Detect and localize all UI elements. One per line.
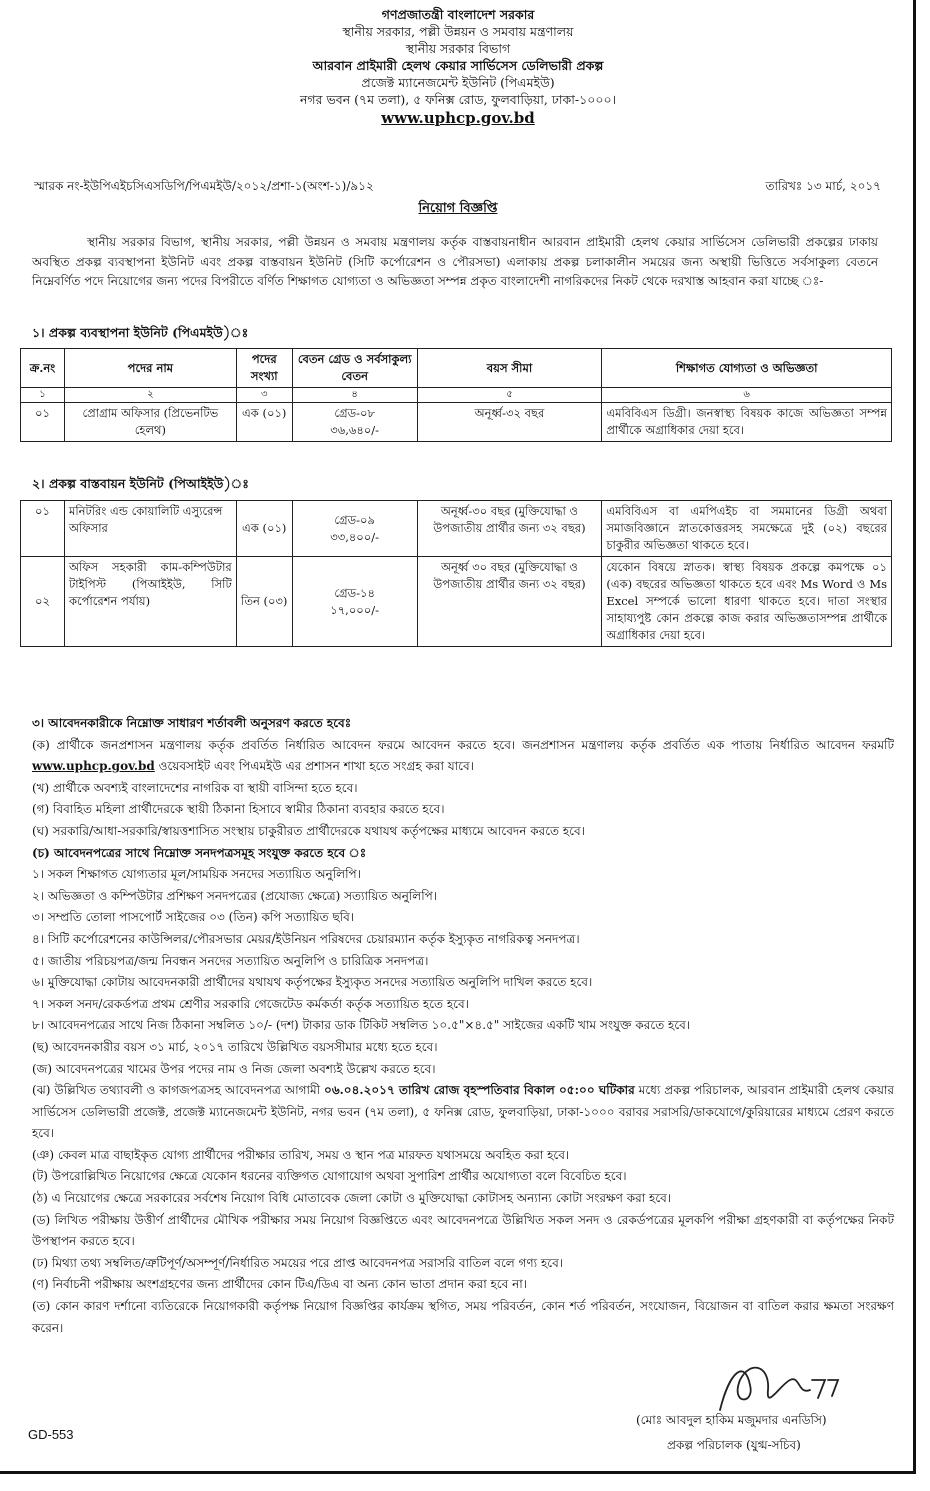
document-item: ৫। জাতীয় পরিচয়পত্র/জন্ম নিবন্ধন সনদের সত্যায়িত অনুলিপি ও চারিত্রিক সনদপত্র। bbox=[32, 953, 429, 968]
condition-nio: (ঞ) কেবল মাত্র বাছাইকৃত যোগ্য প্রার্থীদের পরীক্ষার তারিখ, সময় ও স্থান পত্র মারফত যথাসময়ে অবহিত করা হবে। bbox=[32, 1147, 570, 1162]
salary-cell bbox=[292, 403, 417, 442]
serial-cell: ০১ bbox=[21, 501, 65, 557]
age-cell: অনূর্ধ্ব-৩২ বছর bbox=[417, 403, 602, 442]
condition-kha: (খ) প্রার্থীকে অবশ্যই বাংলাদেশের নাগরিক বা স্থায়ী বাসিন্দা হতে হবে। bbox=[32, 780, 358, 795]
condition-ka-text: (ক) প্রার্থীকে জনপ্রশাসন মন্ত্রণালয় কর্তৃক প্রবর্তিত নির্ধারিত আবেদন ফরমে আবেদন করতে হবে। জনপ্রশাসন মন্ত্রণালয় কর্তৃক প্রবর্তিত এক পাতায় নির্ধারিত আবেদন ফরমটি bbox=[32, 737, 894, 752]
col-header-count: পদের সংখ্যা bbox=[236, 349, 292, 388]
document-item: ২। অভিজ্ঞতা ও কম্পিউটার প্রশিক্ষণ সনদপত্রের (প্রযোজ্য ক্ষেত্রে) সত্যায়িত অনুলিপি। bbox=[32, 888, 438, 903]
signatory-name: (মোঃ আবদুল হাকিম মজুমদার এনডিসি) bbox=[636, 1413, 827, 1427]
condition-jha-tail: মধ্যে প্রকল্প পরিচালক, আরবান প্রাইমারী হেলথ কেয়ার সার্ভিসেস ডেলিভারী প্রজেক্ট, প্রজেক্ট ম্যানেজমেন্ট ইউনিট, নগর ভবন (৭ম তলা), ৫ ফনিক্স রোড, ফুলবাড়িয়া, ঢাকা-১০০০ বরাবর সরাসরি/ডাকযোগে/কুরিয়ারের মাধ্যমে প্রেরণ করতে হবে। bbox=[32, 1083, 894, 1141]
condition-na: (ণ) নির্বাচনী পরীক্ষায় অংশগ্রহণের জন্য প্রার্থীদের কোন টিএ/ডিএ বা অন্য কোন ভাতা প্রদান করা হবে না। bbox=[32, 1277, 528, 1292]
deadline-text: ০৬.০৪.২০১৭ তারিখ রোজ বৃহস্পতিবার বিকাল ০৫:০০ ঘটিকার bbox=[324, 1083, 635, 1098]
condition-ga: (গ) বিবাহিত মহিলা প্রার্থীদেরকে স্থায়ী ঠিকানা হিসাবে স্বামীর ঠিকানা ব্যবহার করতে হবে। bbox=[32, 802, 445, 817]
unit-name: প্রজেক্ট ম্যানেজমেন্ট ইউনিট (পিএমইউ) bbox=[361, 75, 555, 90]
count-cell: এক (০১) bbox=[236, 501, 292, 557]
col-header-post: পদের নাম bbox=[64, 349, 236, 388]
qualification-cell: এমবিবিএস ডিগ্রী। জনস্বাস্থ্য বিষয়ক কাজে অভিজ্ঞতা সম্পন্ন প্রার্থীকে অগ্রাধিকার দেয়া হবে। bbox=[602, 403, 892, 442]
notice-title: নিয়োগ বিজ্ঞপ্তি bbox=[418, 201, 498, 216]
website-link[interactable]: www.uphcp.gov.bd bbox=[381, 109, 535, 127]
salary-cell bbox=[292, 557, 417, 647]
project-name: আরবান প্রাইমারী হেলথ কেয়ার সার্ভিসেস ডেলিভারী প্রকল্প bbox=[312, 58, 604, 73]
document-item: ৪। সিটি কর্পোরেশনের কাউন্সিলর/পৌরসভার মেয়র/ইউনিয়ন পরিষদের চেয়ারম্যান কর্তৃক ইস্যুকৃত নাগরিকত্ব সনদপত্র। bbox=[32, 931, 580, 946]
column-number: ৩ bbox=[236, 388, 292, 403]
condition-ka-tail: ওয়েবসাইট এবং পিএমইউ এর প্রশাসন শাখা হতে সংগ্রহ করা যাবে। bbox=[158, 759, 474, 774]
document-item: ৮। আবেদনপত্রের সাথে নিজ ঠিকানা সম্বলিত ১০/- (দশ) টাকার ডাক টিকিট সম্বলিত ১০.৫"×৪.৫" সাইজের একটি খাম সংযুক্ত করতে হবে। bbox=[32, 1018, 691, 1033]
age-cell: অনূর্ধ্ব ৩০ বছর (মুক্তিযোদ্ধা ও উপজাতীয় প্রার্থীর জন্য ৩২ বছর) bbox=[417, 557, 602, 647]
table-row bbox=[21, 557, 892, 647]
salary-text: ৩৬,৬৪০/- bbox=[330, 423, 380, 437]
division-name: স্থানীয় সরকার বিভাগ bbox=[405, 41, 511, 56]
section1-heading: ১। প্রকল্প ব্যবস্থাপনা ইউনিট (পিএমইউ)ঃ bbox=[32, 325, 249, 340]
govt-name: গণপ্রজাতন্ত্রী বাংলাদেশ সরকার bbox=[381, 7, 535, 22]
gd-code: GD-553 bbox=[28, 1427, 74, 1442]
col-header-age: বয়স সীমা bbox=[417, 349, 602, 388]
table-header-row bbox=[21, 349, 892, 388]
signatory-designation: প্রকল্প পরিচালক (যুগ্ম-সচিব) bbox=[667, 1438, 801, 1452]
condition-cha: (চ) আবেদনপত্রের সাথে নিম্নোক্ত সনদপত্রসমূহ সংযুক্ত করতে হবে ঃ bbox=[32, 845, 367, 860]
qualification-cell: যেকোন বিষয়ে স্নাতক। স্বাস্থ্য বিষয়ক প্রকল্পে কমপক্ষে ০১ (এক) বছরের অভিজ্ঞতা থাকতে হবে এবং Ms Word ও Ms Excel সম্পর্কে ভালো ধারণা থাকতে হবে। দাতা সংস্থার সাহায্যপুষ্ট কোন প্রকল্পে কাজ করার অভিজ্ঞতাসম্পন্ন প্রার্থীকে অগ্রাধিকার দেয়া হবে। bbox=[602, 557, 892, 647]
col-header-salary: বেতন গ্রেড ও সর্বসাকুল্য বেতন bbox=[292, 349, 417, 388]
column-number-row bbox=[21, 388, 892, 403]
column-number: ৫ bbox=[417, 388, 602, 403]
table-row bbox=[21, 403, 892, 442]
intro-paragraph: স্থানীয় সরকার বিভাগ, স্থানীয় সরকার, পল্লী উন্নয়ন ও সমবায় মন্ত্রণালয় কর্তৃক বাস্তবায়নাধীন আরবান প্রাইমারী হেলথ কেয়ার সার্ভিসেস ডেলিভারী প্রকল্পের ঢাকায় অবস্থিত প্রকল্প ব্যবস্থাপনা ইউনিট এবং প্রকল্প বাস্তবায়ন ইউনিট (সিটি কর্পোরেশন ও পৌরসভা) এলাকায় প্রকল্প চলাকালীন সময়ের জন্য অস্থায়ী ভিত্তিতে সর্বসাকুল্য বেতনে নিম্নেবর্ণিত পদে নিয়োগের জন্য পদের বিপরীতে বর্ণিত শিক্ষাগত যোগ্যতা ও অভিজ্ঞতা সম্পন্ন প্রকৃত বাংলাদেশী নাগরিকদের নিকট থেকে দরখাস্ত আহবান করা যাচ্ছে ঃ- bbox=[32, 235, 878, 288]
memo-number: স্মারক নং-ইউপিএইচসিএসডিপি/পিএমইউ/২০১২/প্রশা-১(অংশ-১)/৯১২ bbox=[34, 179, 374, 193]
condition-tha: (ঠ) এ নিয়োগের ক্ষেত্রে সরকারের সর্বশেষ নিয়োগ বিধি মোতাবেক জেলা কোটা ও মুক্তিযোদ্ধা কোটাসহ অন্যান্য কোটা সংরক্ষণ করা হবে। bbox=[32, 1191, 672, 1206]
condition-jha-text: (ঝ) উল্লিখিত তথ্যাবলী ও কাগজপত্রসহ আবেদনপত্র আগামী bbox=[32, 1083, 321, 1098]
bottom-margin bbox=[0, 1474, 930, 1491]
salary-text: ১৭,০০০/- bbox=[330, 602, 380, 617]
conditions-heading: ৩। আবেদনকারীকে নিম্নোক্ত সাধারণ শর্তাবলী অনুসরণ করতে হবেঃ bbox=[32, 716, 352, 730]
col-header-serial: ক্র.নং bbox=[21, 349, 65, 388]
office-address: নগর ভবন (৭ম তলা), ৫ ফনিক্স রোড, ফুলবাড়িয়া, ঢাকা-১০০০। bbox=[299, 92, 617, 107]
condition-chha: (ছ) আবেদনকারীর বয়স ৩১ মার্চ, ২০১৭ তারিখে উল্লিখিত বয়সসীমার মধ্যে হতে হবে। bbox=[32, 1039, 438, 1054]
condition-ka bbox=[32, 735, 894, 778]
grade-text: গ্রেড-১৪ bbox=[334, 585, 375, 600]
form-website-link[interactable]: www.uphcp.gov.bd bbox=[32, 759, 155, 774]
qualification-cell: এমবিবিএস বা এমপিএইচ বা সমমানের ডিগ্রী অথবা সমাজবিজ্ঞানে স্নাতকোত্তরসহ সমক্ষেত্রে দুই (০২) বছরের চাকুরীর অভিজ্ঞতা থাকতে হবে। bbox=[602, 501, 892, 557]
general-conditions bbox=[32, 713, 894, 1339]
condition-jha bbox=[32, 1080, 894, 1145]
condition-ta: (ট) উপরোল্লিখিত নিয়োগের ক্ষেত্রে যেকোন ধরনের ব্যক্তিগত যোগাযোগ অথবা সুপারিশ প্রার্থীর অযোগ্যতা বলে বিবেচিত হবে। bbox=[32, 1169, 627, 1184]
age-cell: অনূর্ধ্ব-৩০ বছর (মুক্তিযোদ্ধা ও উপজাতীয় প্রার্থীর জন্য ৩২ বছর) bbox=[417, 501, 602, 557]
signature-scribble bbox=[700, 1350, 850, 1420]
condition-ta2: (ত) কোন কারণ দর্শানো ব্যতিরেকে নিয়োগকারী কর্তৃপক্ষ নিয়োগ বিজ্ঞপ্তির কার্যক্রম স্থগিত, সময় পরিবর্তন, কোন শর্ত পরিবর্তন, সংযোজন, বিয়োজন বা বাতিল করার ক্ষমতা সংরক্ষণ করেন। bbox=[32, 1299, 894, 1335]
condition-da: (ড) লিখিত পরীক্ষায় উত্তীর্ণ প্রার্থীদের মৌখিক পরীক্ষার সময় নিয়োগ বিজ্ঞপ্তিতে এবং আবেদনপত্রে উল্লিখিত সকল সনদ ও রেকর্ডপত্রের মূলকপি পরীক্ষা গ্রহণকারী বা কর্তৃপক্ষের নিকট উপস্থাপন করতে হবে। bbox=[32, 1212, 894, 1249]
piu-table bbox=[20, 500, 892, 647]
column-number: ১ bbox=[21, 388, 65, 403]
letterhead bbox=[0, 6, 916, 128]
column-number: ২ bbox=[64, 388, 236, 403]
condition-dha: (ঢ) মিথ্যা তথ্য সম্বলিত/ত্রুটিপূর্ণ/অসম্পূর্ণ/নির্ধারিত সময়ের পরে প্রাপ্ত আবেদনপত্র সরাসরি বাতিল বলে গণ্য হবে। bbox=[32, 1255, 564, 1270]
serial-cell: ০২ bbox=[21, 557, 65, 647]
salary-text: ৩৩,৪০০/- bbox=[330, 529, 380, 544]
pmu-table bbox=[20, 348, 892, 442]
condition-ja: (জ) আবেদনপত্রের খামের উপর পদের নাম ও নিজ জেলা অবশ্যই উল্লেখ করতে হবে। bbox=[32, 1061, 436, 1076]
col-header-qualification: শিক্ষাগত যোগ্যতা ও অভিজ্ঞতা bbox=[602, 349, 892, 388]
post-cell: মনিটরিং এন্ড কোয়ালিটি এস্যুরেন্স অফিসার bbox=[64, 501, 236, 557]
column-number: ৬ bbox=[602, 388, 892, 403]
table-row bbox=[21, 501, 892, 557]
serial-cell: ০১ bbox=[21, 403, 65, 442]
count-cell: এক (০১) bbox=[236, 403, 292, 442]
document-item: ৭। সকল সনদ/রেকর্ডপত্র প্রথম শ্রেণীর সরকারি গেজেটেড কর্মকর্তা কর্তৃক সত্যায়িত হতে হবে। bbox=[32, 996, 469, 1011]
ministry-name: স্থানীয় সরকার, পল্লী উন্নয়ন ও সমবায় মন্ত্রণালয় bbox=[342, 24, 574, 39]
salary-cell bbox=[292, 501, 417, 557]
grade-text: গ্রেড-০৯ bbox=[334, 512, 375, 527]
document-item: ১। সকল শিক্ষাগত যোগ্যতার মূল/সাময়িক সনদের সত্যায়িত অনুলিপি। bbox=[32, 867, 361, 882]
post-cell: প্রোগ্রাম অফিসার (প্রিভেনটিভ হেলথ) bbox=[64, 403, 236, 442]
document-item: ৬। মুক্তিযোদ্ধা কোটায় আবেদনকারী প্রার্থীদের যথাযথ কর্তৃপক্ষের ইস্যুকৃত সনদের সত্যায়িত অনুলিপি দাখিল করতে হবে। bbox=[32, 975, 593, 990]
grade-text: গ্রেড-০৮ bbox=[334, 406, 375, 420]
document-item: ৩। সম্প্রতি তোলা পাসপোর্ট সাইজের ০৩ (তিন) কপি সত্যায়িত ছবি। bbox=[32, 910, 355, 925]
count-cell: তিন (০৩) bbox=[236, 557, 292, 647]
signature-stroke bbox=[720, 1368, 838, 1410]
condition-gha: (ঘ) সরকারি/আধা-সরকারি/স্বায়ত্তশাসিত সংস্থায় চাকুরীরত প্রার্থীদেরকে যথাযথ কর্তৃপক্ষের মাধ্যমে আবেদন করতে হবে। bbox=[32, 823, 585, 838]
notice-date: তারিখঃ ১৩ মার্চ, ২০১৭ bbox=[765, 179, 881, 193]
post-cell: অফিস সহকারী কাম-কম্পিউটার টাইপিস্ট (পিআইইউ, সিটি কর্পোরেশন পর্যায়) bbox=[64, 557, 236, 647]
section2-heading: ২। প্রকল্প বাস্তবায়ন ইউনিট (পিআইইউ)ঃ bbox=[32, 476, 249, 491]
column-number: ৪ bbox=[292, 388, 417, 403]
